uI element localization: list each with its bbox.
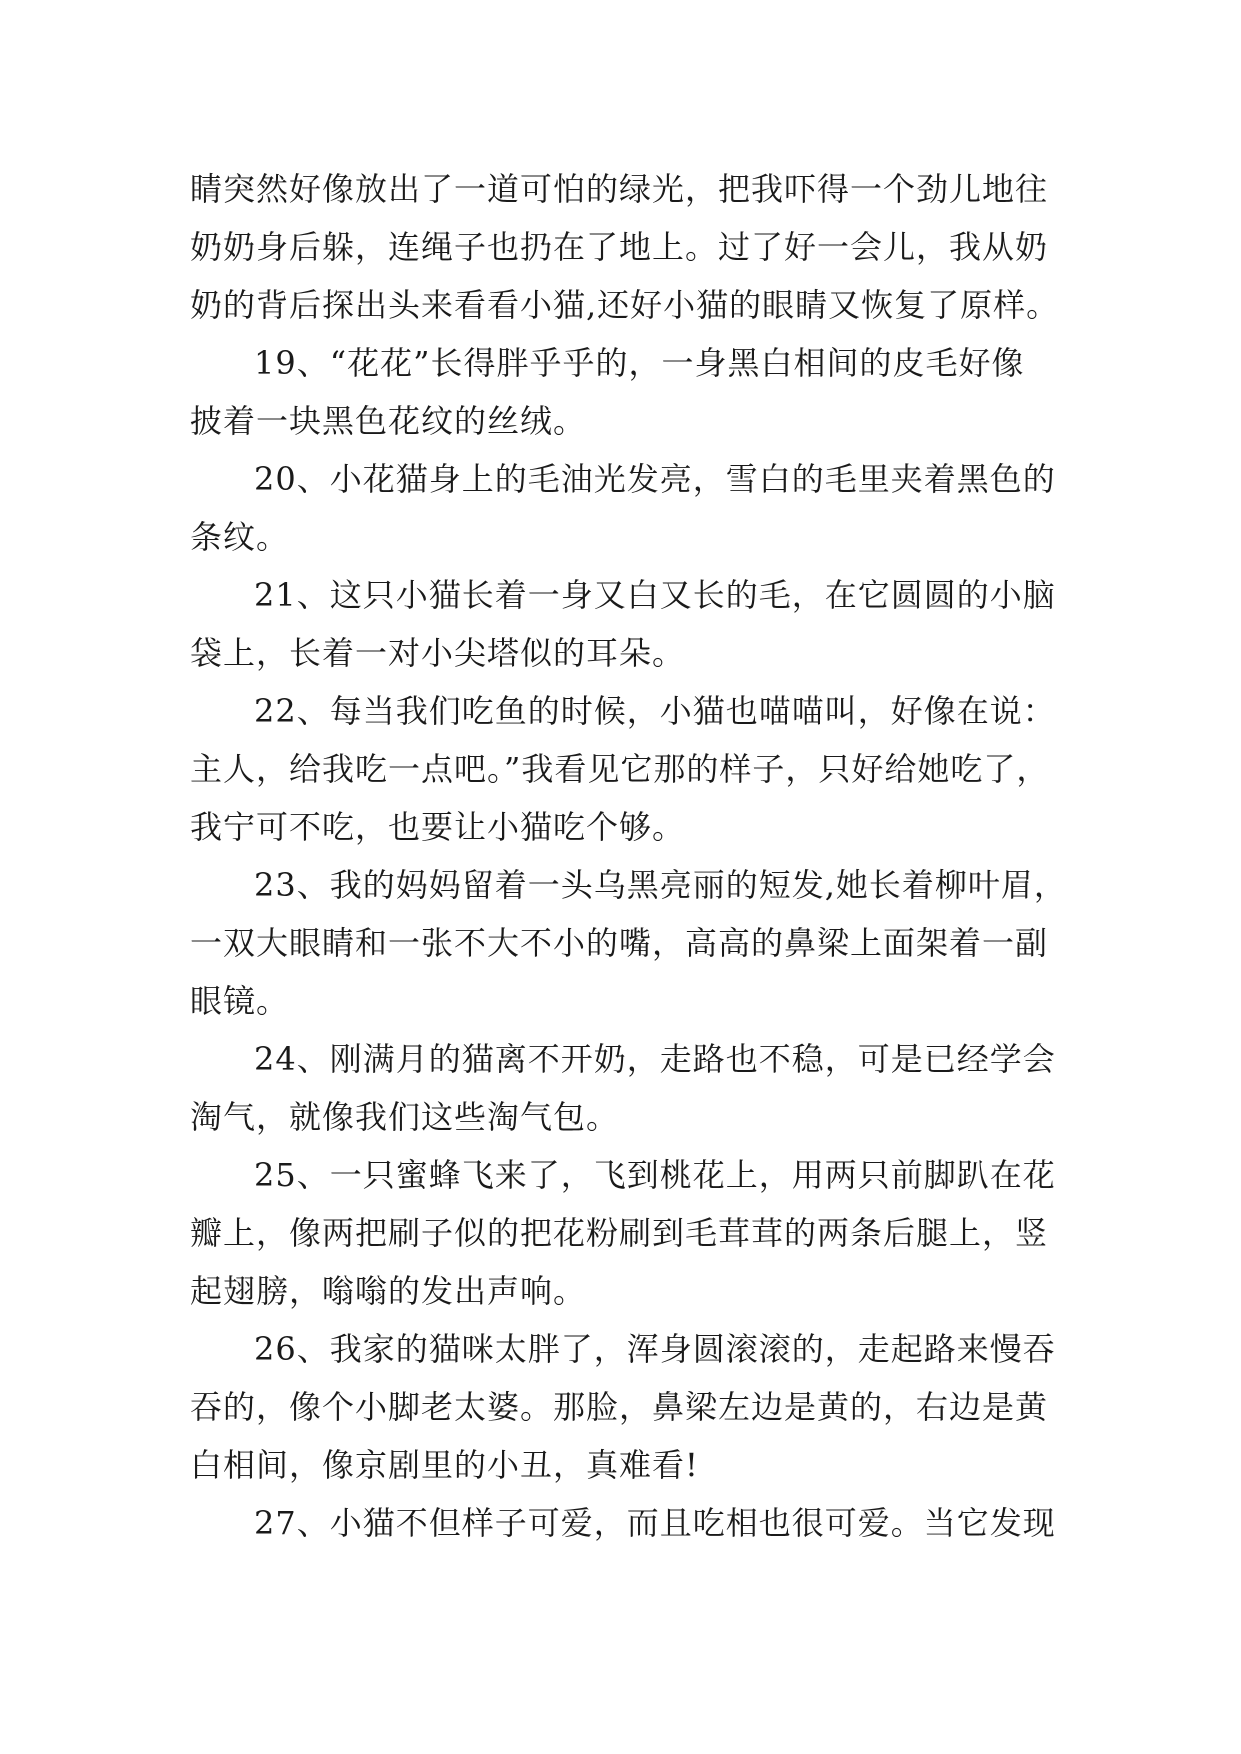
text-line: 条纹。: [190, 518, 290, 556]
text-line: 一双大眼睛和一张不大不小的嘴，高高的鼻梁上面架着一副: [190, 924, 1049, 962]
text-line: 瓣上，像两把刷子似的把花粉刷到毛茸茸的两条后腿上，竖: [190, 1214, 1049, 1252]
text-line: 袋上，长着一对小尖塔似的耳朵。: [190, 634, 686, 672]
text-line: 淘气，就像我们这些淘气包。: [190, 1098, 620, 1136]
paragraph-26: [190, 1320, 1090, 1494]
paragraph-21: [190, 566, 1090, 682]
text-line: 25、一只蜜蜂飞来了，飞到桃花上，用两只前脚趴在花: [254, 1156, 1056, 1194]
text-line: 23、我的妈妈留着一头乌黑亮丽的短发,她长着柳叶眉，: [254, 866, 1067, 904]
text-line: 披着一块黑色花纹的丝绒。: [190, 402, 587, 440]
text-line: 起翅膀，嗡嗡的发出声响。: [190, 1272, 587, 1310]
text-line: 我宁可不吃，也要让小猫吃个够。: [190, 808, 686, 846]
text-line: 睛突然好像放出了一道可怕的绿光，把我吓得一个劲儿地往: [190, 170, 1049, 208]
paragraph-19: [190, 334, 1090, 450]
text-line: 奶奶身后躲，连绳子也扔在了地上。过了好一会儿，我从奶: [190, 228, 1049, 266]
text-line: 22、每当我们吃鱼的时候，小猫也喵喵叫，好像在说：: [254, 692, 1056, 730]
paragraph-24: [190, 1030, 1090, 1146]
paragraph-22: [190, 682, 1090, 856]
text-line: 吞的，像个小脚老太婆。那脸，鼻梁左边是黄的，右边是黄: [190, 1388, 1049, 1426]
text-line: 19、“花花”长得胖乎乎的，一身黑白相间的皮毛好像: [254, 344, 1025, 382]
paragraph-continuation: [190, 160, 1090, 334]
paragraph-20: [190, 450, 1090, 566]
text-line: 27、小猫不但样子可爱，而且吃相也很可爱。当它发现: [254, 1504, 1056, 1542]
text-line: 主人，给我吃一点吧。”我看见它那的样子，只好给她吃了，: [190, 750, 1050, 788]
text-line: 21、这只小猫长着一身又白又长的毛，在它圆圆的小脑: [254, 576, 1056, 614]
paragraph-23: [190, 856, 1090, 1030]
text-line: 26、我家的猫咪太胖了，浑身圆滚滚的，走起路来慢吞: [254, 1330, 1056, 1368]
text-line: 眼镜。: [190, 982, 290, 1020]
paragraph-27: [190, 1494, 1090, 1552]
document-body: [190, 160, 1090, 1552]
paragraph-25: [190, 1146, 1090, 1320]
text-line: 奶的背后探出头来看看小猫,还好小猫的眼睛又恢复了原样。: [190, 286, 1060, 324]
text-line: 20、小花猫身上的毛油光发亮，雪白的毛里夹着黑色的: [254, 460, 1056, 498]
text-line: 24、刚满月的猫离不开奶，走路也不稳，可是已经学会: [254, 1040, 1056, 1078]
text-line: 白相间，像京剧里的小丑，真难看!: [190, 1446, 699, 1484]
